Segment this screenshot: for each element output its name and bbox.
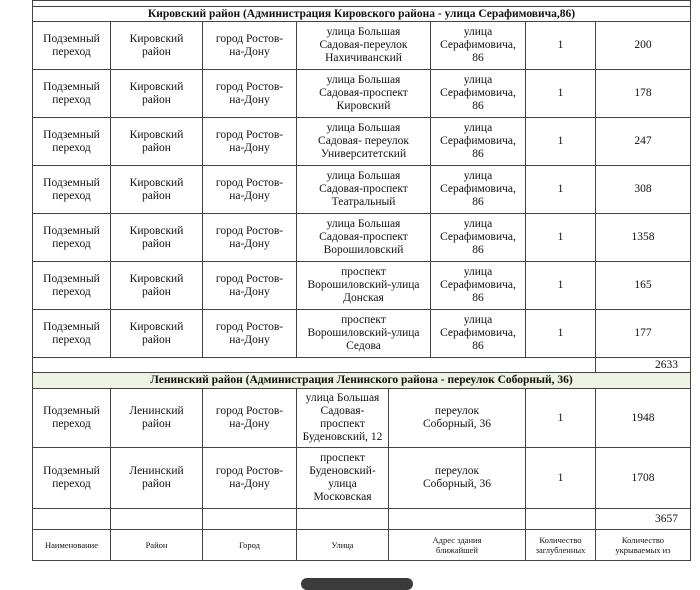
address-cell: улица Серафимовича, 86 [431, 118, 526, 166]
address-cell: улица Серафимовича, 86 [431, 310, 526, 358]
people-cell: 1358 [596, 214, 691, 262]
street-cell: улица Большая Садовая-проспект Ворошиловский [297, 214, 431, 262]
address-cell: переулок Соборный, 36 [389, 448, 526, 509]
street-cell: улица Большая Садовая-переулок Нахичиванский [297, 22, 431, 70]
district-cell: Кировский район [111, 22, 203, 70]
document-page [32, 0, 690, 561]
column-header-city: Город [203, 530, 297, 561]
address-cell: улица Серафимовича, 86 [431, 214, 526, 262]
address-cell: улица Серафимовича, 86 [431, 22, 526, 70]
column-header-type: Наименование [33, 530, 111, 561]
people-cell: 1708 [596, 448, 691, 509]
count-cell: 1 [526, 118, 596, 166]
district-cell: Кировский район [111, 262, 203, 310]
object-type-cell: Подземный переход [33, 262, 111, 310]
city-cell: город Ростов- на-Дону [203, 214, 297, 262]
subtotal-value: 2633 [596, 358, 691, 373]
address-cell: улица Серафимовича, 86 [431, 262, 526, 310]
table-row [33, 214, 691, 262]
people-cell: 178 [596, 70, 691, 118]
district-cell: Ленинский район [111, 448, 203, 509]
table-row [33, 22, 691, 70]
empty-cell [33, 509, 111, 530]
people-cell: 1948 [596, 389, 691, 448]
city-cell: город Ростов- на-Дону [203, 22, 297, 70]
district-header-text: Кировский район (Администрация Кировского района - улица Серафимовича,86) [33, 7, 691, 22]
city-cell: город Ростов- на-Дону [203, 448, 297, 509]
district-cell: Ленинский район [111, 389, 203, 448]
address-cell: улица Серафимовича, 86 [431, 166, 526, 214]
people-cell: 165 [596, 262, 691, 310]
object-type-cell: Подземный переход [33, 22, 111, 70]
empty-cell [389, 509, 526, 530]
street-cell: улица Большая Садовая-проспект Кировский [297, 70, 431, 118]
column-header-district: Район [111, 530, 203, 561]
empty-cell [297, 509, 389, 530]
street-cell: улица Большая Садовая- переулок Университетский [297, 118, 431, 166]
object-type-cell: Подземный переход [33, 166, 111, 214]
count-cell: 1 [526, 262, 596, 310]
subtotal-row-leninsky [33, 509, 691, 530]
people-cell: 177 [596, 310, 691, 358]
city-cell: город Ростов- на-Дону [203, 262, 297, 310]
column-header-row [33, 530, 691, 561]
district-header-kirovsky [33, 7, 691, 22]
column-header-people: Количество укрываемых из [596, 530, 691, 561]
table-row [33, 118, 691, 166]
count-cell: 1 [526, 70, 596, 118]
street-cell: проспект Буденовский- улица Московская [297, 448, 389, 509]
street-cell: проспект Ворошиловский-улица Седова [297, 310, 431, 358]
count-cell: 1 [526, 166, 596, 214]
district-cell: Кировский район [111, 310, 203, 358]
count-cell: 1 [526, 310, 596, 358]
object-type-cell: Подземный переход [33, 310, 111, 358]
city-cell: город Ростов- на-Дону [203, 118, 297, 166]
object-type-cell: Подземный переход [33, 118, 111, 166]
empty-cell [526, 509, 596, 530]
table-row [33, 70, 691, 118]
people-cell: 247 [596, 118, 691, 166]
count-cell: 1 [526, 214, 596, 262]
object-type-cell: Подземный переход [33, 389, 111, 448]
empty-cell [203, 509, 297, 530]
subtotal-row-kirovsky [33, 358, 691, 373]
table-row [33, 448, 691, 509]
district-cell: Кировский район [111, 118, 203, 166]
people-cell: 308 [596, 166, 691, 214]
district-header-text: Ленинский район (Администрация Ленинского района - переулок Соборный, 36) [33, 373, 691, 389]
district-cell: Кировский район [111, 214, 203, 262]
street-cell: улица Большая Садовая- проспект Буденовский, 12 [297, 389, 389, 448]
object-type-cell: Подземный переход [33, 214, 111, 262]
count-cell: 1 [526, 448, 596, 509]
column-header-street: Улица [297, 530, 389, 561]
table-row [33, 389, 691, 448]
city-cell: город Ростов- на-Дону [203, 166, 297, 214]
count-cell: 1 [526, 389, 596, 448]
shelters-table [32, 0, 691, 561]
scroll-handle[interactable] [301, 578, 413, 590]
address-cell: улица Серафимовича, 86 [431, 70, 526, 118]
street-cell: проспект Ворошиловский-улица Донская [297, 262, 431, 310]
column-header-address: Адрес здания ближайшей [389, 530, 526, 561]
city-cell: город Ростов- на-Дону [203, 310, 297, 358]
subtotal-empty-cell [33, 358, 596, 373]
table-row [33, 310, 691, 358]
city-cell: город Ростов- на-Дону [203, 70, 297, 118]
city-cell: город Ростов- на-Дону [203, 389, 297, 448]
empty-cell [111, 509, 203, 530]
count-cell: 1 [526, 22, 596, 70]
object-type-cell: Подземный переход [33, 70, 111, 118]
district-cell: Кировский район [111, 166, 203, 214]
subtotal-value: 3657 [596, 509, 691, 530]
street-cell: улица Большая Садовая-проспект Театральный [297, 166, 431, 214]
table-row [33, 166, 691, 214]
people-cell: 200 [596, 22, 691, 70]
district-cell: Кировский район [111, 70, 203, 118]
table-row [33, 262, 691, 310]
object-type-cell: Подземный переход [33, 448, 111, 509]
district-header-leninsky [33, 373, 691, 389]
column-header-count: Количество заглубленных [526, 530, 596, 561]
address-cell: переулок Соборный, 36 [389, 389, 526, 448]
